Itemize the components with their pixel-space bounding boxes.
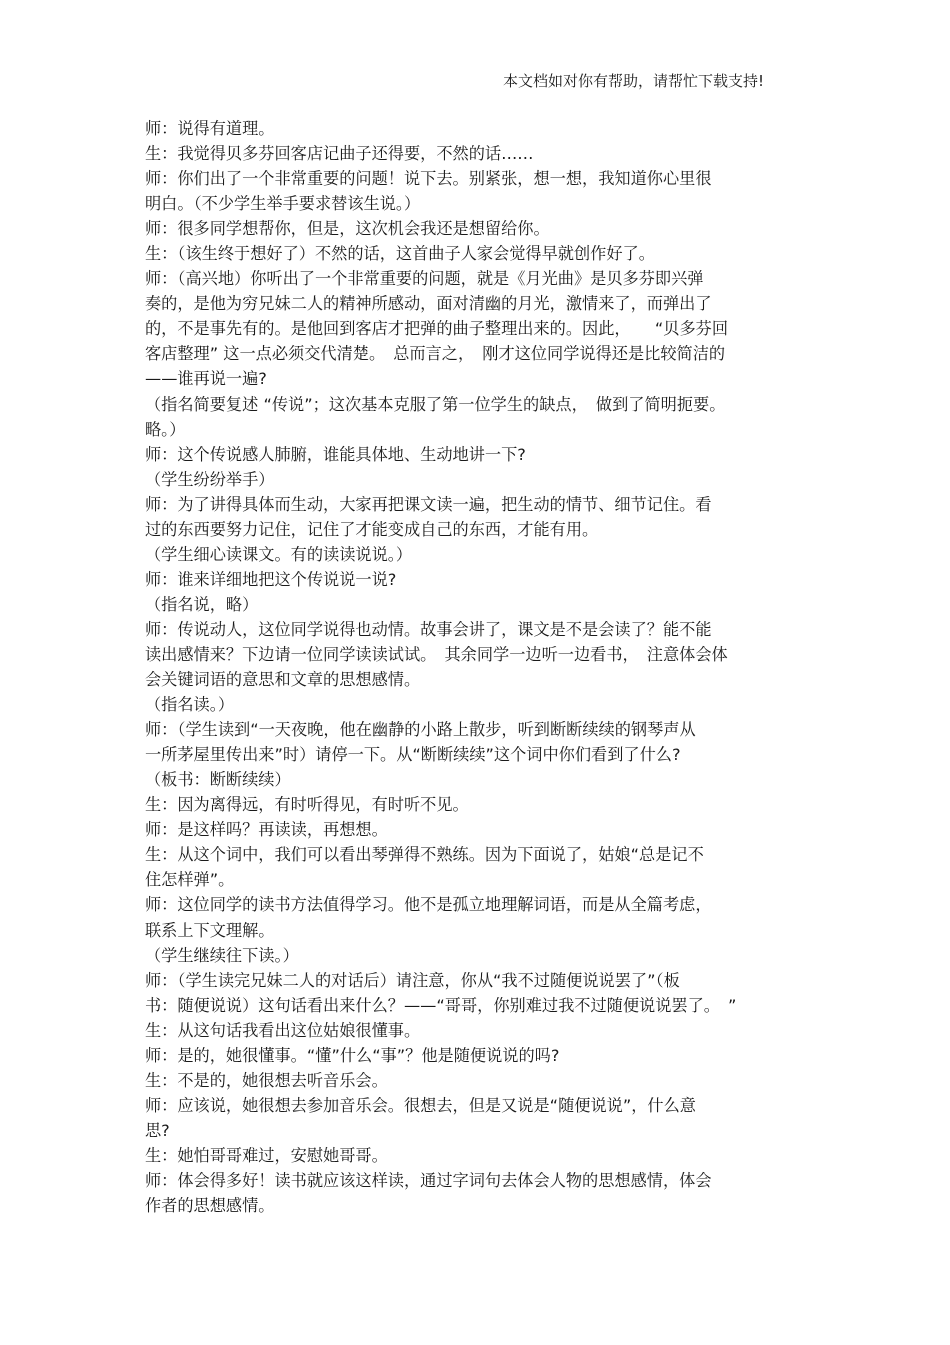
text-line: 师：为了讲得具体而生动，大家再把课文读一遍，把生动的情节、细节记住。看 <box>145 494 712 514</box>
text-line: 生：她怕哥哥难过，安慰她哥哥。 <box>145 1145 388 1165</box>
text-line: 一所茅屋里传出来”时）请停一下。从“断断续续”这个词中你们看到了什么? <box>145 745 681 765</box>
text-line: 略。） <box>145 419 186 439</box>
text-line: 师：说得有道理。 <box>145 119 275 138</box>
text-line: 师：这个传说感人肺腑，谁能具体地、生动地讲一下? <box>145 444 526 464</box>
text-line: （学生继续往下读。） <box>145 945 299 965</box>
text-line: 生：从这个词中，我们可以看出琴弹得不熟练。因为下面说了，姑娘“总是记不 <box>145 845 704 865</box>
header-note: 本文档如对你有帮助，请帮忙下载支持! <box>502 72 764 90</box>
text-line: 生：我觉得贝多芬回客店记曲子还得要，不然的话…… <box>145 144 534 164</box>
text-line: （指名读。） <box>145 695 235 715</box>
text-line: 师：很多同学想帮你，但是，这次机会我还是想留给你。 <box>145 219 550 239</box>
text-line: 师：传说动人，这位同学说得也动情。故事会讲了，课文是不是会读了？能不能 <box>145 619 712 639</box>
text-line: 师：（学生读到“一天夜晚，他在幽静的小路上散步，听到断断续续的钢琴声从 <box>145 720 696 740</box>
text-line: （学生细心读课文。有的读读说说。） <box>145 544 413 564</box>
text-line: （板书：断断续续） <box>145 770 291 790</box>
text-line: 师：谁来详细地把这个传说说一说? <box>145 569 397 589</box>
text-line: 明白。（不少学生举手要求替该生说。） <box>145 194 421 214</box>
text-line: 生：因为离得远，有时听得见，有时听不见。 <box>145 795 469 815</box>
text-line: 客店整理” 这一点必须交代清楚。 总而言之， 刚才这位同学说得还是比较简洁的 <box>145 344 726 364</box>
text-line: （学生纷纷举手） <box>145 469 275 489</box>
text-line: 生：（该生终于想好了）不然的话，这首曲子人家会觉得早就创作好了。 <box>145 244 655 264</box>
text-line: 师：体会得多好！读书就应该这样读，通过字词句去体会人物的思想感情，体会 <box>145 1170 712 1190</box>
text-line: 师：你们出了一个非常重要的问题！说下去。别紧张，想一想，我知道你心里很 <box>145 169 712 189</box>
text-line: ——谁再说一遍? <box>145 369 267 389</box>
text-line: 师：是的，她很懂事。“懂”什么“事”？他是随便说说的吗? <box>145 1045 560 1065</box>
text-line: 过的东西要努力记住，记住了才能变成自己的东西，才能有用。 <box>145 519 599 539</box>
text-line: （指名简要复述 “传说”；这次基本克服了第一位学生的缺点， 做到了简明扼要。 <box>145 394 726 414</box>
text-line: 思? <box>145 1120 170 1140</box>
text-line: 师：应该说，她很想去参加音乐会。很想去，但是又说是“随便说说”，什么意 <box>145 1095 696 1115</box>
text-line: （指名说，略） <box>145 594 259 614</box>
text-line: 生：不是的，她很想去听音乐会。 <box>145 1070 388 1090</box>
text-line: 联系上下文理解。 <box>145 920 275 940</box>
text-line: 生：从这句话我看出这位姑娘很懂事。 <box>145 1020 421 1040</box>
text-line: 读出感情来？下边请一位同学读读试试。 其余同学一边听一边看书， 注意体会体 <box>145 644 728 664</box>
text-line: 作者的思想感情。 <box>145 1196 275 1216</box>
text-line: 会关键词语的意思和文章的思想感情。 <box>145 670 421 690</box>
text-line: 的，不是事先有的。是他回到客店才把弹的曲子整理出来的。因此， “贝多芬回 <box>145 319 729 339</box>
text-line: 书：随便说说）这句话看出来什么？——“哥哥，你别难过我不过随便说说罢了。 ” <box>145 995 737 1015</box>
text-line: 奏的，是他为穷兄妹二人的精神所感动，面对清幽的月光，激情来了，而弹出了 <box>145 294 712 314</box>
text-line: 师：是这样吗？再读读，再想想。 <box>145 820 388 840</box>
text-line: 师：（高兴地）你听出了一个非常重要的问题，就是《月光曲》是贝多芬即兴弹 <box>145 269 704 289</box>
body-text <box>145 116 810 1218</box>
text-line: 师：这位同学的读书方法值得学习。他不是孤立地理解词语，而是从全篇考虑， <box>145 895 712 915</box>
text-line: 师：（学生读完兄妹二人的对话后）请注意，你从“我不过随便说说罢了”（板 <box>145 970 680 990</box>
text-line: 住怎样弹”。 <box>145 870 235 890</box>
